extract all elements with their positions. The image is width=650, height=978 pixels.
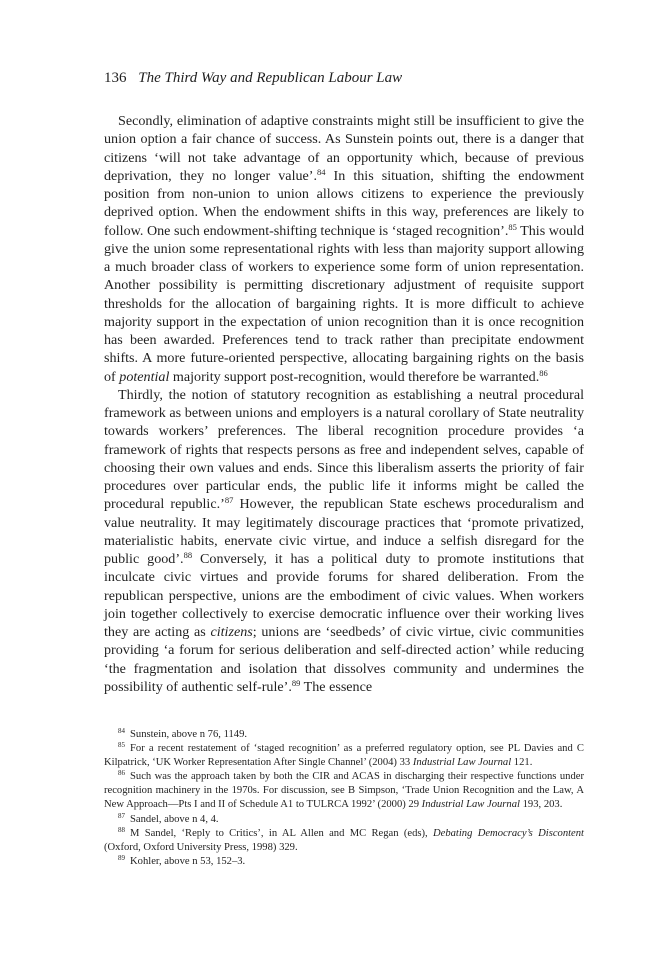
footnote-86 [104, 770, 584, 812]
emphasis: citizens [210, 624, 253, 640]
footnote-text: 121. [511, 757, 533, 769]
main-text [104, 112, 584, 696]
footnote-text: Sunstein, above n 76, 1149. [130, 729, 248, 740]
footnote-number: 89 [118, 853, 125, 862]
footnote-ref: 88 [183, 550, 193, 560]
footnote-85 [104, 742, 584, 770]
footnote-text: Sandel, above n 4, 4. [130, 813, 219, 825]
footnote-87 [104, 813, 584, 827]
footnote-number: 85 [118, 741, 125, 750]
footnote-text: Such was the approach taken by both the CIR and ACAS in discharging their respective functions under recognition machinery in the 1970s. For discussion, see B Simpson, ‘Trade Union Recognition and the Law, A New Approach—Pts I and II of Schedule A1 to TULRCA 1992’ (2000) 29 [104, 771, 584, 811]
text-run: However, the republican State eschews proceduralism and value neutrality. It may legitimately discourage practices that ‘promote privatized, materialistic habits, enervate civic virtue, and induce a selfish disregard for the public good’. [104, 496, 584, 567]
footnote-text: M Sandel, ‘Reply to Critics’, in AL Allen and MC Regan (eds), [130, 827, 433, 839]
footnote-number: 84 [118, 727, 125, 735]
paragraph [104, 386, 584, 696]
footnote-88 [104, 827, 584, 855]
footnote-ref: 85 [508, 221, 517, 232]
footnote-number: 88 [118, 825, 125, 834]
running-title: The Third Way and Republican Labour Law [138, 70, 403, 86]
page-number: 136 [104, 70, 127, 86]
running-header [104, 68, 584, 88]
footnote-number: 86 [118, 769, 125, 778]
text-run: Secondly, elimination of adaptive constraints might still be insufficient to give the union option a fair chance of success. As Sunstein points out, there is a danger that citizens ‘will not take advantage of an opportunity which, because of previous deprivation, they no longer value’. [104, 113, 584, 184]
footnote-ref: 86 [539, 367, 548, 378]
text-run: This would give the union some representational rights with less than majority support allowing a much broader class of workers to experience some form of union representation. Another possibility is permitting discretionary adjustment of requisite support thresholds for the allocation of bargaining rights. It is more difficult to achieve majority support in the expectation of union recognition than it is once recognition has been awarded. Preferences tend to track rather than precipitate endowment shifts. A more future-oriented perspective, allocating bargaining rights on the basis of [104, 222, 584, 385]
text-run: Conversely, it has a political duty to promote institutions that inculcate civic virtues and provide forums for shared deliberation. From the republican perspective, unions are the embodiment of civic values. When workers join together collectively to exercise democratic influence over their working lives they are acting as [104, 551, 584, 640]
footnote-text: (Oxford, Oxford University Press, 1998) 329. [104, 841, 298, 853]
journal-title: Industrial Law Journal [421, 799, 520, 811]
text-run: ; unions are ‘seedbeds’ of civic virtue, civic communities providing ‘a forum for serious deliberation and self-directed action’ while reducing ‘the fragmentation and isolation that dissolves community and undermines the possibility of authentic self-rule’. [104, 624, 584, 695]
text-run: Thirdly, the notion of statutory recognition as establishing a neutral procedural framework as between unions and employers is a natural corollary of State neutrality towards workers’ preferences. The liberal recognition procedure provides ‘a framework of rights that respects persons as free and independent selves, capable of choosing their own values and ends. Since this liberalism asserts the priority of fair procedures over particular ends, the public life it informs might be called the procedural republic.’ [104, 386, 584, 513]
text-run: majority support post-recognition, would therefore be warranted. [169, 368, 540, 385]
footnote-text: 193, 203. [519, 799, 563, 811]
text-run: The essence [300, 678, 373, 695]
footnote-number: 87 [118, 811, 125, 820]
footnote-ref: 87 [224, 495, 234, 506]
footnote-ref: 89 [291, 677, 301, 688]
text-run: In this situation, shifting the endowment position from non-union to union allows citizens to experience the previously deprived option. When the endowment shifts in this way, preferences are likely to follow. One such endowment-shifting technique is ‘staged recognition’. [104, 167, 584, 239]
emphasis: potential [119, 368, 170, 385]
journal-title: Industrial Law Journal [412, 757, 512, 769]
footnote-text: For a recent restatement of ‘staged recognition’ as a preferred regulatory option, see PL Davies and C Kilpatrick, ‘UK Worker Representation After Single Channel’ (2004) 33 [104, 743, 584, 769]
footnote-ref: 84 [317, 166, 326, 177]
footnotes [104, 728, 584, 869]
book-title: Debating Democracy’s Discontent [432, 827, 584, 839]
footnote-84 [104, 728, 584, 742]
footnote-text: Kohler, above n 53, 152–3. [130, 855, 246, 867]
paragraph [104, 112, 584, 386]
footnote-89 [104, 855, 584, 869]
